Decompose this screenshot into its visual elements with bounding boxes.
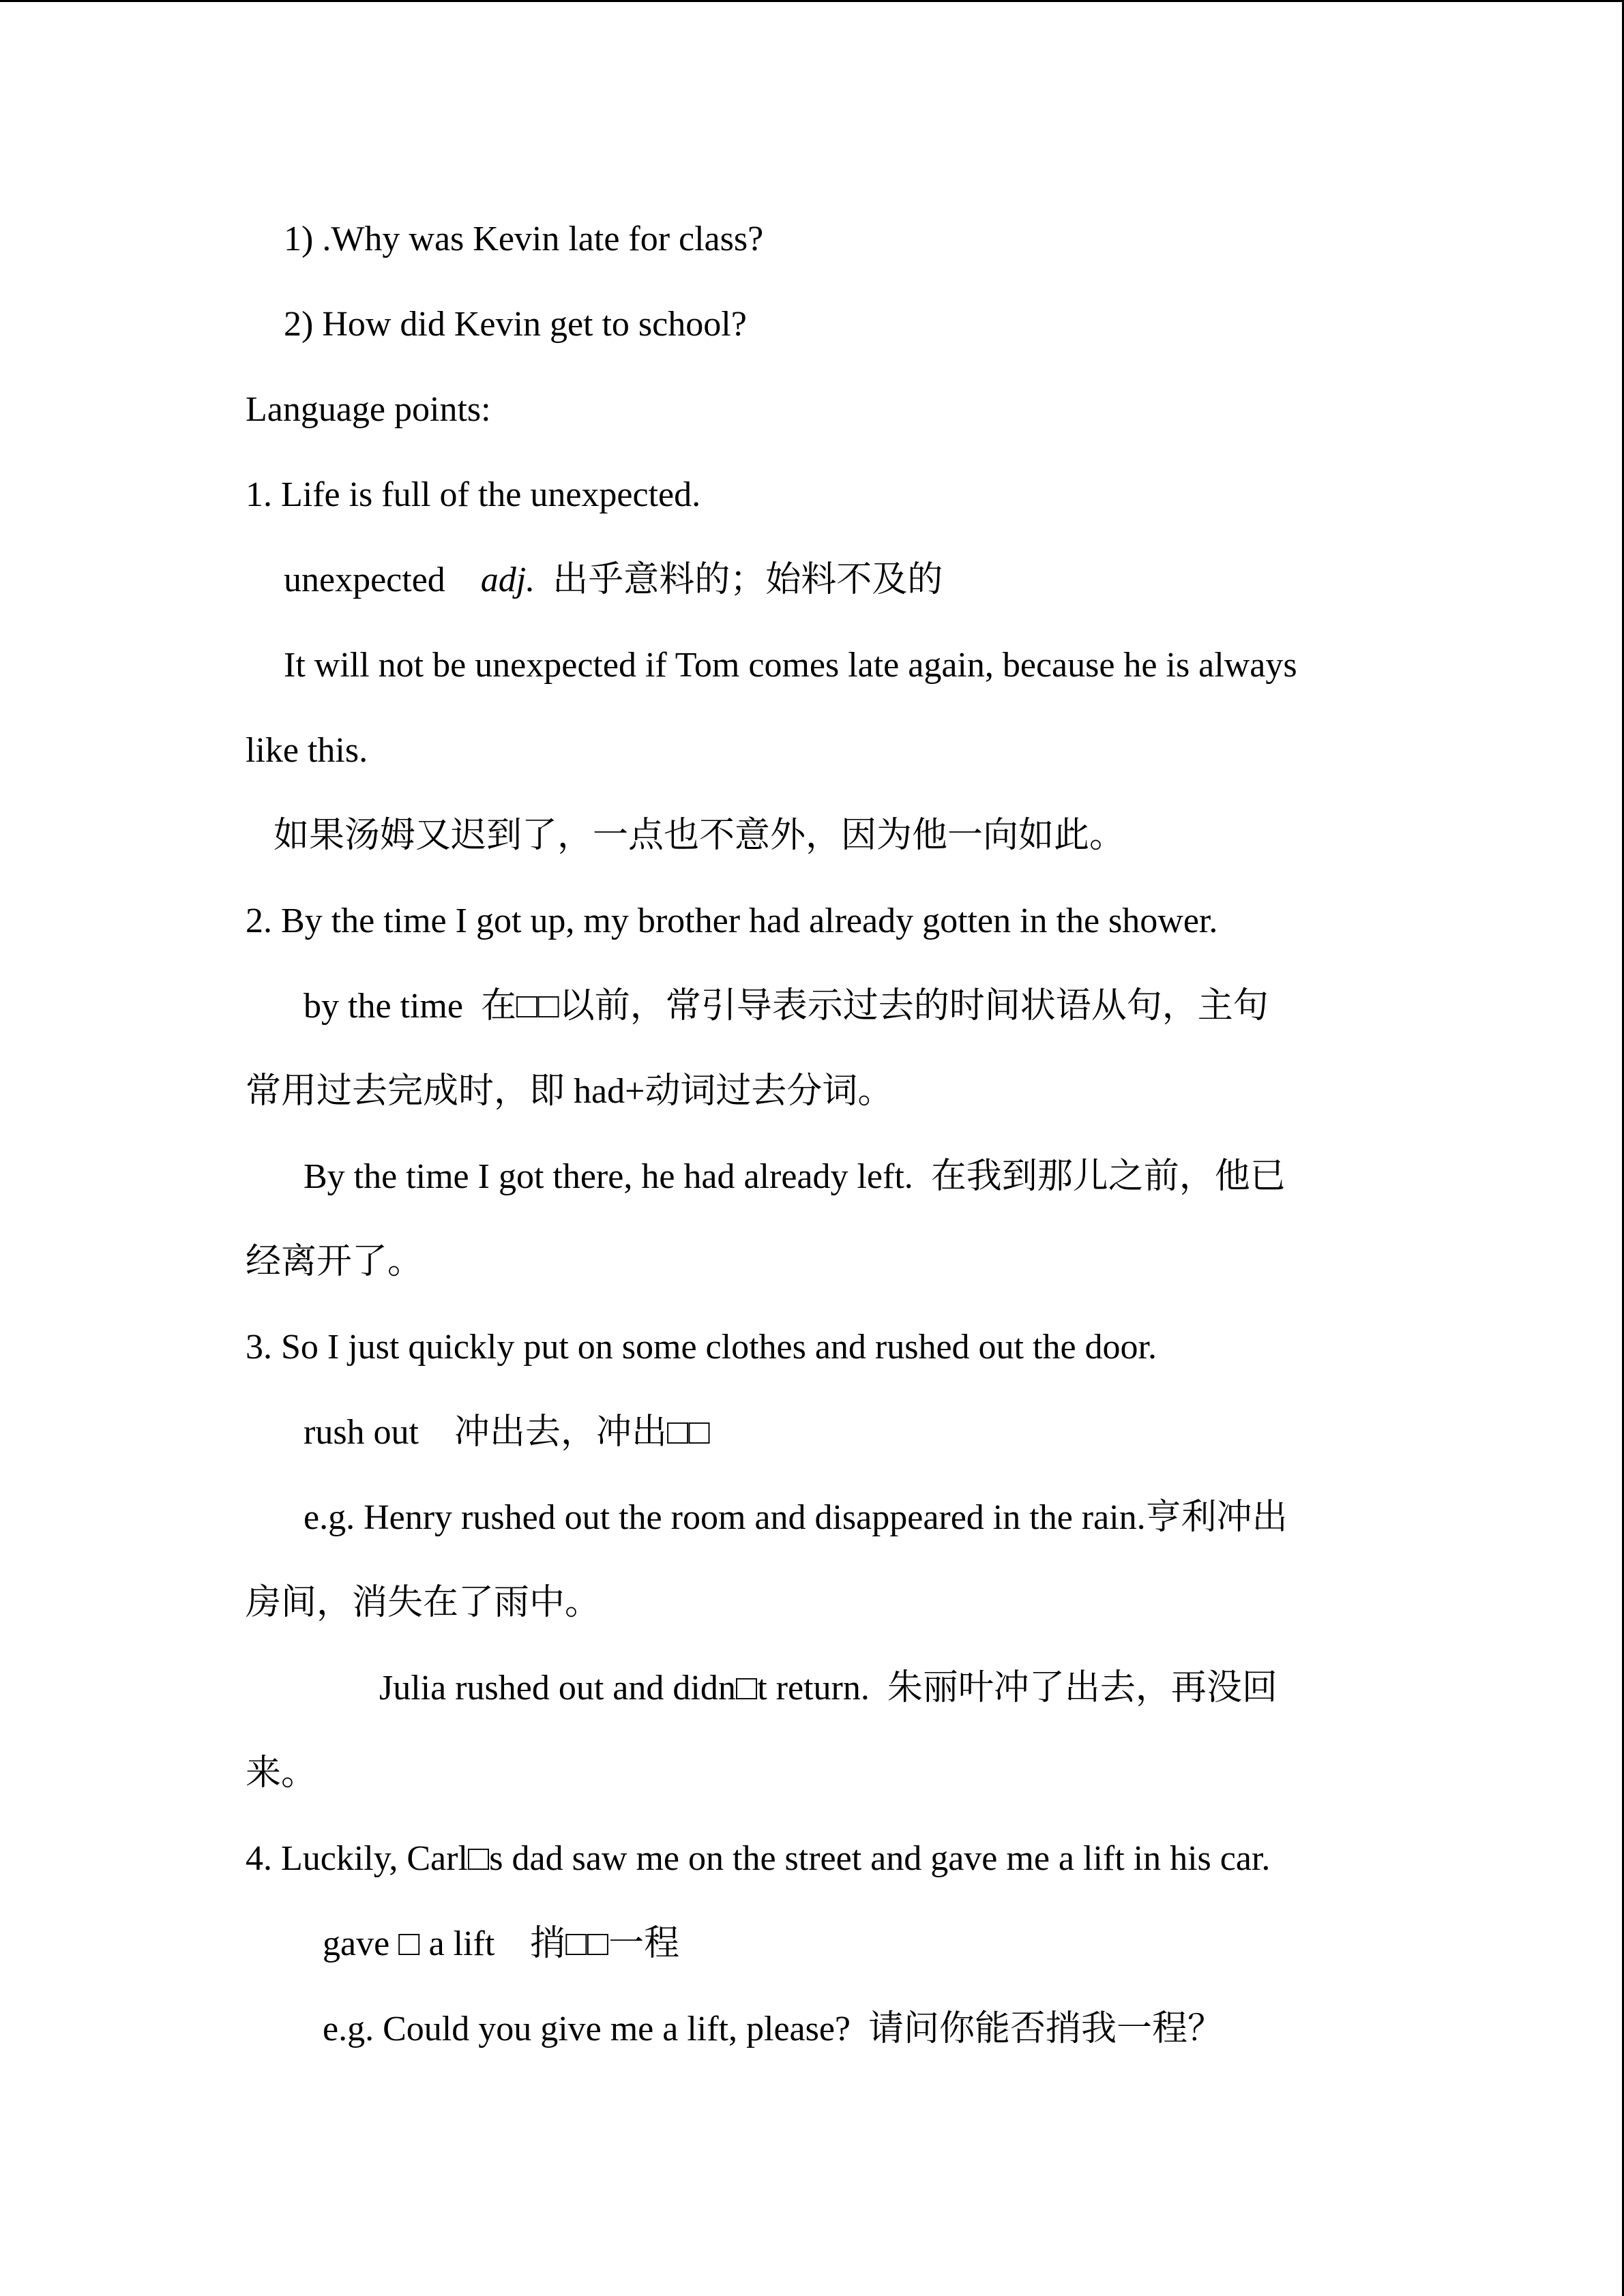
point-1-part-of-speech: adj. [480, 561, 535, 599]
point-2-example-line-1: By the time I got there, he had already left. 在我到那儿之前，他已 [304, 1157, 1286, 1196]
point-3-example-2-line-1: Julia rushed out and didn□t return. 朱丽叶冲了出去，再没回 [379, 1669, 1278, 1708]
point-3-phrase: rush out 冲出去，冲出□□ [304, 1413, 710, 1452]
point-1-example-line-2: like this. [246, 731, 368, 770]
point-2-sentence: 2. By the time I got up, my brother had already gotten in the shower. [246, 901, 1218, 940]
point-1-example-line-1: It will not be unexpected if Tom comes late again, because he is always [284, 646, 1297, 685]
point-1-meaning: 出乎意料的；始料不及的 [552, 561, 943, 599]
question-2: 2) How did Kevin get to school? [284, 305, 747, 344]
point-1-definition [284, 563, 943, 598]
point-3-example-1-line-2: 房间，消失在了雨中。 [246, 1583, 601, 1622]
point-3-sentence: 3. So I just quickly put on some clothes and rushed out the door. [246, 1328, 1157, 1367]
point-2-note-line-2: 常用过去完成时，即 had+动词过去分词。 [246, 1072, 894, 1111]
section-heading: Language points: [246, 390, 491, 429]
point-4-example: e.g. Could you give me a lift, please? 请问你能否捎我一程？ [323, 2010, 1224, 2048]
point-2-note-line-1: by the time 在□□以前，常引导表示过去的时间状语从句，主句 [304, 987, 1269, 1026]
point-4-phrase: gave □ a lift 捎□□一程 [323, 1924, 680, 1963]
point-4-sentence: 4. Luckily, Carl□s dad saw me on the street and gave me a lift in his car. [246, 1839, 1271, 1878]
point-1-translation: 如果汤姆又迟到了，一点也不意外，因为他一向如此。 [274, 816, 1125, 855]
point-3-example-1-line-1: e.g. Henry rushed out the room and disappeared in the rain.亨利冲出 [304, 1498, 1288, 1537]
point-3-example-2-line-2: 来。 [246, 1754, 317, 1793]
point-1-word: unexpected [284, 561, 445, 599]
point-2-example-line-2: 经离开了。 [246, 1242, 424, 1281]
question-1: 1) .Why was Kevin late for class? [284, 220, 764, 258]
point-1-sentence: 1. Life is full of the unexpected. [246, 475, 701, 514]
